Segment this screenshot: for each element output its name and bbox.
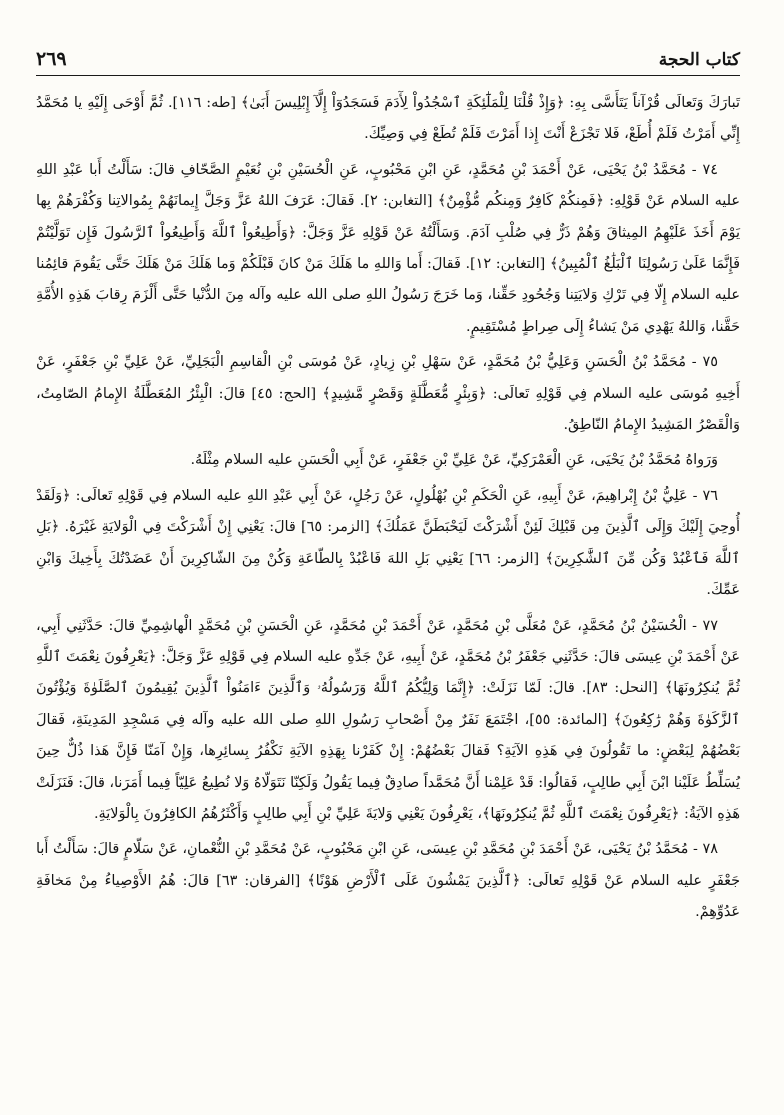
page-number: ٢٦٩ [36, 48, 67, 70]
paragraph-continuation: تَبارَكَ وَتَعالَى قُرْآناً يَتَأَسَّى بِهِ: ﴿وَإِذْ قُلْنَا لِلْمَلَٰٓئِكَةِ ٱسْجُدُواْ لِأٓدَمَ فَسَجَدُوٓاْ إِلَّآ إِبْلِيسَ أَبَىٰ﴾ [طه: ١١٦]. ثُمَّ أَوْحَى إِلَيْهِ يا مُحَمَّدُ إِنِّي أَمَرْتُ فَلَمْ أُطَعْ، فَلا تَجْزَعْ أَنْتَ إِذا أَمَرْتَ فَلَمْ تُطَعْ فِي وَصِيِّكَ. [36, 95, 741, 143]
hadith-77: ٧٧ - الْحُسَيْنُ بْنُ مُحَمَّدٍ، عَنْ مُعَلَّى بْنِ مُحَمَّدٍ، عَنْ أَحْمَدَ بْنِ مُحَمَّدٍ، عَنِ الْحَسَنِ بْنِ مُحَمَّدٍ الْهاشِمِيِّ قالَ: حَدَّثَنِي أَبِي، عَنْ أَحْمَدَ بْنِ عِيسَى قالَ: حَدَّثَنِي جَعْفَرُ بْنُ مُحَمَّدٍ، عَنْ أَبِيهِ، عَنْ جَدِّهِ عليه السلام فِي قَوْلِهِ عَزَّ وَجَلَّ: ﴿يَعْرِفُونَ نِعْمَتَ ٱللَّهِ ثُمَّ يُنكِرُونَهَا﴾ [النحل: ٨٣]. قالَ: لَمّا نَزَلَتْ: ﴿إِنَّمَا وَلِيُّكُمُ ٱللَّهُ وَرَسُولُهُۥ وَٱلَّذِينَ ءَامَنُواْ ٱلَّذِينَ يُقِيمُونَ ٱلصَّلَوٰةَ وَيُؤْتُونَ ٱلزَّكَوٰةَ وَهُمْ رَٰكِعُونَ﴾ [المائدة: ٥٥]، اجْتَمَعَ نَفَرٌ مِنْ أَصْحابِ رَسُولِ اللهِ صلى الله عليه وآله فِي مَسْجِدِ المَدِينَةِ، فَقالَ بَعْضُهُمْ لِبَعْضٍ: ما تَقُولُونَ فِي هَذِهِ الآيَةِ؟ فَقالَ بَعْضُهُمْ: إِنْ كَفَرْنا بِهَذِهِ الآيَةِ نَكْفُرُ بِسائِرِها، وَإِنْ آمَنّا فَإِنَّ هَذا ذُلٌّ حِينَ يُسَلِّطُ عَلَيْنا ابْنَ أَبِي طالِبٍ، فَقالُوا: قَدْ عَلِمْنا أَنَّ مُحَمَّداً صادِقٌ فِيما يَقُولُ وَلَكِنّا نَتَوَلّاهُ وَلا نُطِيعُ عَلِيّاً فِيما أَمَرَنا، قالَ: فَنَزَلَتْ هَذِهِ الآيَةُ: ﴿يَعْرِفُونَ نِعْمَتَ ٱللَّهِ ثُمَّ يُنكِرُونَهَا﴾، يَعْرِفُونَ يَعْنِي وَلايَةَ عَلِيِّ بْنِ أَبِي طالِبٍ وَأَكْثَرُهُمُ الكافِرُونَ بِالْوَلايَةِ. [36, 617, 740, 822]
page-body [36, 88, 740, 929]
hadith-75: ٧٥ - مُحَمَّدُ بْنُ الْحَسَنِ وَعَلِيُّ بْنُ مُحَمَّدٍ، عَنْ سَهْلِ بْنِ زِيادٍ، عَنْ مُوسَى بْنِ الْقاسِمِ الْبَجَلِيِّ، عَنْ عَلِيِّ بْنِ جَعْفَرٍ، عَنْ أَخِيهِ مُوسَى عليه السلام فِي قَوْلِهِ تَعالَى: ﴿وَبِئْرٍ مُّعَطَّلَةٍ وَقَصْرٍ مَّشِيدٍ﴾ [الحج: ٤٥] قالَ: الْبِئْرُ المُعَطَّلَةُ الإِمامُ الصّامِتُ، وَالْقَصْرُ المَشِيدُ الإِمامُ النّاطِقُ. [36, 354, 740, 434]
hadith-78: ٧٨ - مُحَمَّدُ بْنُ يَحْيَى، عَنْ أَحْمَدَ بْنِ مُحَمَّدِ بْنِ عِيسَى، عَنِ ابْنِ مَحْبُوبٍ، عَنْ مُحَمَّدِ بْنِ النُّعْمانِ، عَنْ سَلّامٍ قالَ: سَأَلْتُ أَبا جَعْفَرٍ عليه السلام عَنْ قَوْلِهِ تَعالَى: ﴿ٱلَّذِينَ يَمْشُونَ عَلَى ٱلْأَرْضِ هَوْنًا﴾ [الفرقان: ٦٣] قالَ: هُمُ الأَوْصِياءُ مِنْ مَخافَةِ عَدُوِّهِمْ. [36, 841, 741, 921]
header-rule [36, 75, 740, 76]
hadith-76: ٧٦ - عَلِيُّ بْنُ إِبْراهِيمَ، عَنْ أَبِيهِ، عَنِ الْحَكَمِ بْنِ بُهْلُولٍ، عَنْ رَجُلٍ، عَنْ أَبِي عَبْدِ اللهِ عليه السلام فِي قَوْلِهِ تَعالَى: ﴿وَلَقَدْ أُوحِيَ إِلَيْكَ وَإِلَى ٱلَّذِينَ مِن قَبْلِكَ لَئِنْ أَشْرَكْتَ لَيَحْبَطَنَّ عَمَلُكَ﴾ [الزمر: ٦٥] قالَ: يَعْنِي إِنْ أَشْرَكْتَ فِي الْوَلايَةِ غَيْرَهُ. ﴿بَلِ ٱللَّهَ فَٱعْبُدْ وَكُن مِّنَ ٱلشَّٰكِرِينَ﴾ [الزمر: ٦٦] يَعْنِي بَلِ اللهَ فَاعْبُدْ بِالطّاعَةِ وَكُنْ مِنَ الشّاكِرِينَ أَنْ عَضَدْتُكَ بِأَخِيكَ وَابْنِ عَمِّكَ. [36, 487, 741, 599]
hadith-74: ٧٤ - مُحَمَّدُ بْنُ يَحْيَى، عَنْ أَحْمَدَ بْنِ مُحَمَّدٍ، عَنِ ابْنِ مَحْبُوبٍ، عَنِ الْحُسَيْنِ بْنِ نُعَيْمٍ الصَّحّافِ قالَ: سَأَلْتُ أَبا عَبْدِ اللهِ عليه السلام عَنْ قَوْلِهِ: ﴿فَمِنكُمْ كَافِرٌ وَمِنكُم مُّؤْمِنٌ﴾ [التغابن: ٢]. فَقالَ: عَرَفَ اللهُ عَزَّ وَجَلَّ إِيمانَهُمْ بِمُوالاتِنا وَكُفْرَهُمْ بِها يَوْمَ أَخَذَ عَلَيْهِمُ المِيثاقَ وَهُمْ ذَرٌّ فِي صُلْبِ آدَمَ. وَسَأَلْتُهُ عَنْ قَوْلِهِ عَزَّ وَجَلَّ: ﴿وَأَطِيعُواْ ٱللَّهَ وَأَطِيعُواْ ٱلرَّسُولَ فَإِن تَوَلَّيْتُمْ فَإِنَّمَا عَلَىٰ رَسُولِنَا ٱلْبَلَٰغُ ٱلْمُبِينُ﴾ [التغابن: ١٢]. فَقالَ: أَما وَاللهِ ما هَلَكَ مَنْ كانَ قَبْلَكُمْ وَما هَلَكَ مَنْ هَلَكَ حَتَّى يَقُومَ قائِمُنا عليه السلام إِلّا فِي تَرْكِ وَلايَتِنا وَجُحُودِ حَقِّنا، وَما خَرَجَ رَسُولُ اللهِ صلى الله عليه وآله مِنَ الدُّنْيا حَتَّى أَلْزَمَ رِقابَ هَذِهِ الأُمَّةِ حَقَّنا، وَاللهُ يَهْدِي مَنْ يَشاءُ إِلَى صِراطٍ مُسْتَقِيمٍ. [36, 161, 740, 335]
page-header [36, 40, 740, 70]
hadith-75-alt-chain: وَرَواهُ مُحَمَّدُ بْنُ يَحْيَى، عَنِ الْعَمْرَكِيِّ، عَنْ عَلِيِّ بْنِ جَعْفَرٍ، عَنْ أَبِي الْحَسَنِ عليه السلام مِثْلَهُ. [190, 452, 718, 469]
book-title: كتاب الحجة [658, 50, 740, 70]
